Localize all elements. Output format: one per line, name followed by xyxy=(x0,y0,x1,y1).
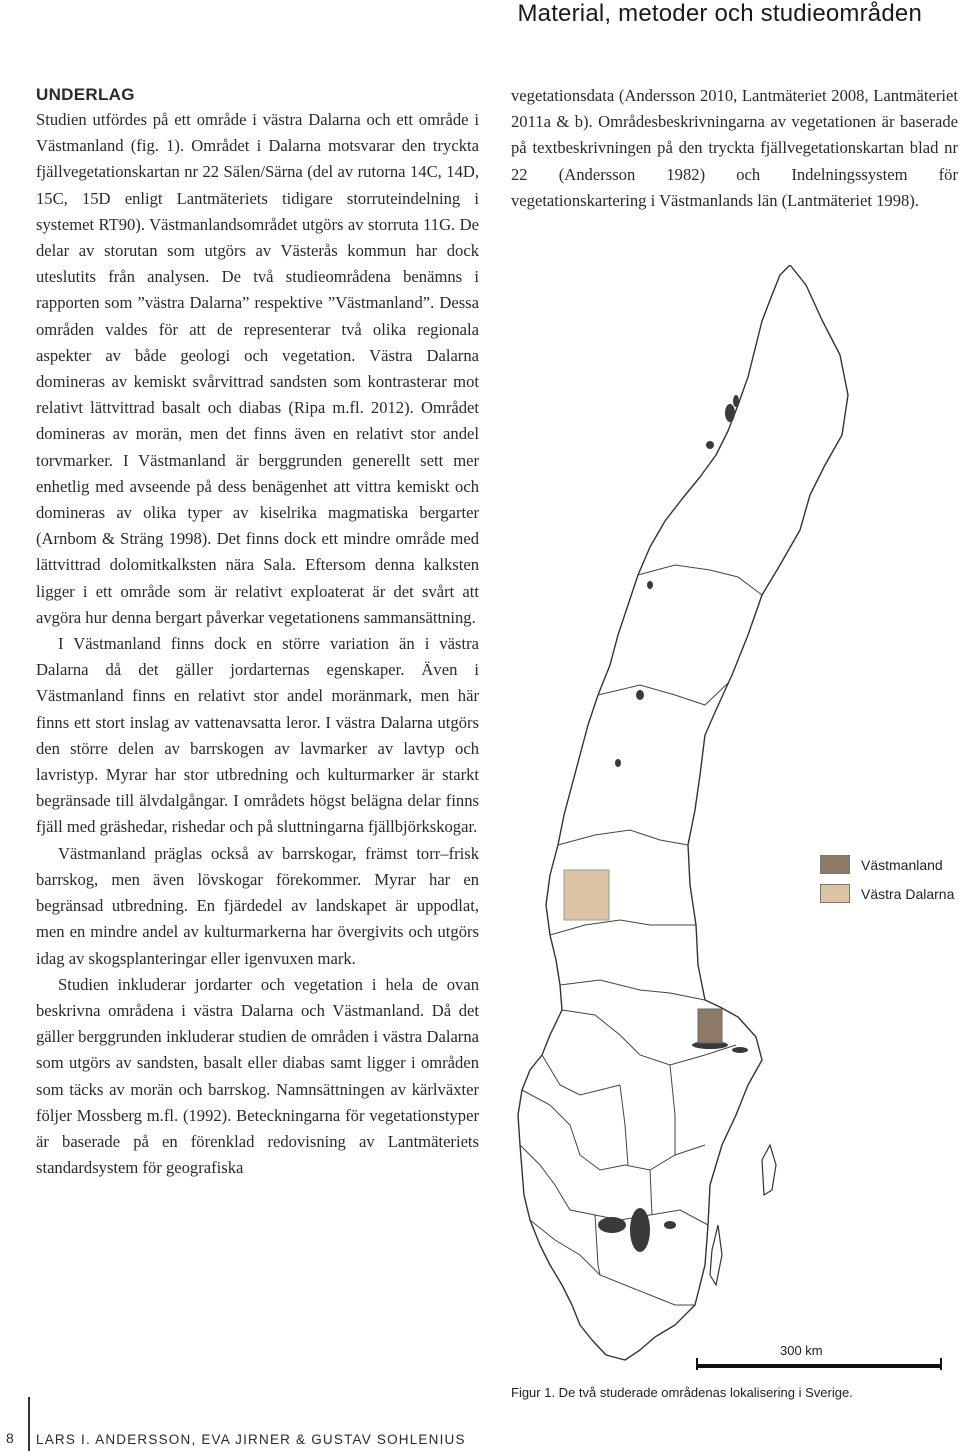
legend-item-vastra-dalarna xyxy=(820,879,954,908)
legend-item-vastmanland xyxy=(820,850,954,879)
scale-bar-label: 300 km xyxy=(780,1343,823,1358)
body-paragraph-1: Studien utfördes på ett område i västra Dalarna och ett område i Västmanland (fig. 1). Området i Dalarna motsvarar den tryckta fjällvegetationskartan nr 22 Sälen/Särna (del av rutorna 14C, 14D, 15C, 15D enligt Lantmäteriets tidigare storruteindelning i systemet RT90). Västmanlandsområdet utgörs av storruta 11G. De delar av storutan som utgörs av Västerås kommun har dock uteslutits från analysen. De två studieområdena benämns i rapporten som ”västra Dalarna” respektive ”Västmanland”. Dessa områden valdes för att de representerar två olika regionala aspekter av både geologi och vegetation. Västra Dalarna domineras av kemiskt svårvittrad sandsten som kontrasterar mot relativt lättvittrad basalt och diabas (Ripa m.fl. 2012). Området domineras av morän, men det finns även en relativt stor andel torvmarker. I Västmanland är berggrunden generellt sett mer enhetlig med avseende på dess benägenhet att vittra kemiskt och domineras av olika typer av kiselrika magmatiska bergarter (Arnbom & Sträng 1998). Det finns dock ett mindre område med lättvittrad dolomitkalksten nära Sala. Eftersom denna kalksten ligger i ett område som är relativt exploaterat är det svårt att avgöra hur denna bergart påverkar vegetationens sammansättning. xyxy=(36,110,479,627)
legend-swatch xyxy=(820,855,850,874)
footer-rule xyxy=(28,1397,30,1451)
footer-authors: LARS I. ANDERSSON, EVA JIRNER & GUSTAV SOHLENIUS xyxy=(36,1432,466,1447)
body-paragraph-2: I Västmanland finns dock en större variation än i västra Dalarna då det gäller jordarternas egenskaper. Även i Västmanland finns en relativt stor andel moränmark, men här finns ett stort inslag av vattenavsatta leror. I västra Dalarna utgörs den större delen av barrskogen av lavmarker av lavtyp och lavristyp. Myrar har stor utbredning och kulturmarker är starkt begränsade till älvdalgångar. I områdets högst belägna delar finns fjäll med gräshedar, rishedar och på sluttningarna fjällbjörkskogar. xyxy=(36,634,479,837)
body-paragraph-3: Västmanland präglas också av barrskogar, främst torr–frisk barrskog, men även lövskogar förekommer. Myrar har en begränsad utbredning. En fjärdedel av landskapet är uppodlat, men en mindre andel av kulturmarkerna har övergivits och utgörs idag av skogsplanteringar eller igenvuxen mark. xyxy=(36,843,479,968)
legend-label: Västmanland xyxy=(861,856,943,873)
legend-label: Västra Dalarna xyxy=(861,885,955,902)
sweden-map xyxy=(500,265,940,1395)
section-heading: UNDERLAG xyxy=(36,85,135,104)
sweden-outline xyxy=(518,265,848,1360)
area-vastra-dalarna xyxy=(564,870,609,920)
right-text-column xyxy=(511,83,958,214)
body-paragraph-right: vegetationsdata (Andersson 2010, Lantmäteriet 2008, Lantmäteriet 2011a & b). Områdesbeskrivningarna av vegetationen är baserade på textbeskrivningen på den tryckta fjällvegetationskartan blad nr 22 (Andersson 1982) och Indelningssystem för vegetationskartering i Västmanlands län (Lantmäteriet 1998). xyxy=(511,86,958,210)
page-number: 8 xyxy=(6,1430,14,1446)
page-header-title: Material, metoder och studieområden xyxy=(517,0,922,27)
map-legend xyxy=(820,850,954,908)
left-text-column xyxy=(36,83,479,1181)
legend-swatch xyxy=(820,884,850,903)
area-vastmanland xyxy=(698,1009,722,1043)
scale-bar xyxy=(696,1340,942,1374)
body-paragraph-4: Studien inkluderar jordarter och vegetation i hela de ovan beskrivna områdena i västra Dalarna och Västmanland. Då det gäller berggrunden inkluderar studien de områden i västra Dalarna som utgörs av sandsten, basalt eller diabas samt ligger i områden som täcks av morän och barrskog. Namnsättningen av kärlväxter följer Mossberg m.fl. (1992). Beteckningarna för vegetationstyper är baserade på en förenklad redovisning av Lantmäteriets standardsystem för geografiska xyxy=(36,974,479,1178)
figure-caption: Figur 1. De två studerade områdenas lokalisering i Sverige. xyxy=(511,1385,853,1400)
